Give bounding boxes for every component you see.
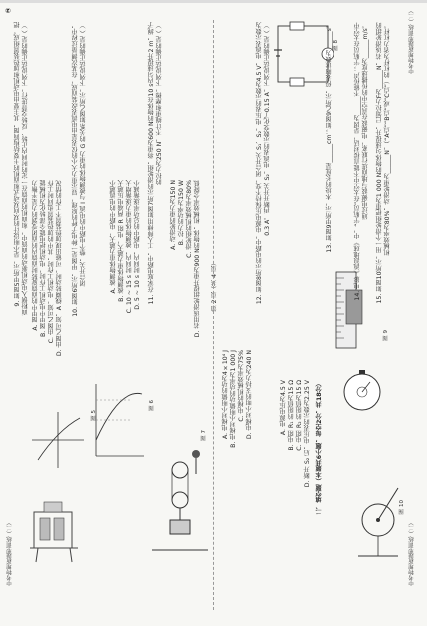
- section2-title: 二、填空题（本题共6小题，每空2分，共18分）: [316, 380, 323, 516]
- q12-line-1: 12. 如图8所示的电路中，电源电压保持不变，闭合开关 S₁、S₂，电压表的示数为4.5 V，电流表示数为: [256, 22, 263, 305]
- q9-line-2: 面粉倒入电动机驱动的面筒中，和面机的面筒在一定的时间内正转、反转交替进行，下列说法正确的是（ ）: [22, 22, 29, 316]
- header-bottom-right: 中考物理新题型训练（二）: [409, 8, 415, 74]
- page-fold-line: [213, 20, 214, 610]
- q-prev-option-d: D. 电梯对小明的支持力为240 N: [246, 350, 253, 440]
- q12-option-c: C. 电阻 R₂ 的阻值为15 Ω: [296, 380, 303, 451]
- q-prev-option-a: A. 电梯对小明做的功为4×10⁴ J: [222, 350, 229, 439]
- page-footer-left: 第 2 页（共 4 页）: [211, 260, 218, 312]
- top-border: [0, 0, 427, 3]
- q15-fig-label: 图 10: [399, 500, 405, 515]
- q11-option-c: C. 滑轮组的机械效率为80%: [186, 180, 193, 258]
- header-top-left: 中考物理新题型训练（二）: [7, 520, 13, 586]
- q9-option-b: B. 图甲中电动机工作时，电动机把电能全部转化为机械能: [40, 180, 47, 337]
- page-number: ②: [4, 6, 12, 14]
- q12-fig-label: 图 8: [333, 40, 339, 51]
- q11-option-b: B. 拉力的功率为150 W: [178, 180, 185, 246]
- q12-option-d: D. 断开 S₂ 后，电压表的示数为2.25 V: [304, 380, 311, 488]
- q11-figure-pulley: [150, 440, 210, 560]
- q13-figure-stopwatch: [340, 370, 384, 414]
- q13-fig-label: 图 9: [383, 330, 389, 341]
- q12-figure-circuit: [272, 20, 334, 90]
- q11-option-a: A. 动滑轮的重力为150 N: [170, 180, 177, 250]
- q-prev-option-b: B. 电梯对小明做功的功率为1 000 J: [230, 350, 237, 448]
- q10-fig-label: 图 6: [149, 400, 155, 411]
- q14-line-2: 通过电磁波与地面进行联系，电磁波在真空中的传播速度为______m/s。: [362, 22, 369, 220]
- q9-figure-graph: [28, 410, 88, 470]
- q10-line-2: 闭合开关，整个电路中的电流 I 与被测物体的重力 G 的关系如图乙所示，下列说法正确的是（ ）: [80, 22, 87, 287]
- q12-line-2: 0.3 A。再断开开关 S₂，电流表的示数变化了0.15 A，下列说法正确的是（ ）: [264, 22, 271, 236]
- q10-figure-graph: [92, 380, 147, 460]
- q10-option-a: A. 被测物体重力越大，电路中的电流越小: [110, 180, 117, 294]
- q9-line-1: 9. 如图5甲所示，是小明设计的双向双动式和面机的主要结构简图，其主要由电动机和加热装置组成。把: [14, 22, 21, 307]
- q13-line-1: 13. 如图9甲所示，木块的长度是______cm；如图9乙所示，停表的读数为______s。: [326, 22, 333, 253]
- q14-line-1: 14. 电影《流浪地球》中，“宇航员”在太空中不能直接对话，是因为______不能传声；宇航员在太空中: [354, 22, 361, 301]
- q-prev-option-c: C. 电梯的机械效率为75%: [238, 350, 245, 422]
- q11-line-2: 的拉力为250 N，不计绳重和摩擦，下列说法正确的是（ ）: [156, 22, 163, 185]
- q9-fig-label: 图 5: [91, 410, 97, 421]
- q9-option-d: D. 由图乙可知，A 线圈转动时，可能出现加热装置不工作的情况: [56, 180, 63, 357]
- q15-line-2: 机械效率为80%，动滑轮重为______N，（“A点”“B点”或“C点”）的杠杆为省力杠杆。: [384, 22, 391, 256]
- q11-line-1: 11. 在家庭电路中，工人师傅用如图7所示的滑轮组，将重为600 N的物体在10 s内匀速提升2 m，绳子: [148, 22, 155, 305]
- q9-figure: [26, 500, 86, 570]
- q10-option-c: C. 10 ~ 15 s 时间内，被测物体的重力逐渐增大: [126, 180, 133, 314]
- q11-option-d: D. 若用该滑轮组提升重为900 N的物体，机械效率会降低: [194, 180, 201, 338]
- q15-figure-lever: [354, 480, 402, 560]
- q12-option-b: B. 电阻 R₁ 的阻值为15 Ω: [288, 380, 295, 451]
- q11-fig-label: 图 7: [201, 430, 207, 441]
- q10-option-b: B. 被测物体重力越大，电阻 R 两端电压越大: [118, 180, 125, 302]
- q9-option-c: C. 由图乙可知，电动机工作时，其中的加热装置也同时工作: [48, 180, 55, 344]
- q12-option-a: A. 电源电压为4.5 V: [280, 380, 287, 436]
- q10-line-1: 10. 如图6所示，甲图是一种电子秤的原理，显示重力大小的仪表是由电流表改装而成，在某次测量过程中，: [72, 22, 79, 317]
- q15-line-1: 15. 如图10所示，用一个滑轮组把重为1 000 N的物体匀速提升，已知拉力F为______N，若该滑轮组的: [376, 22, 383, 304]
- q9-option-a: A. 图甲中的面筒旋转时面筒内的面团受到的力是平衡力: [32, 180, 39, 331]
- header-top-right: 中考物理新题型训练（二）: [409, 520, 415, 586]
- q10-option-d: D. 5 ~ 10 s 时间内，电路中的总功率逐渐减小: [134, 180, 141, 310]
